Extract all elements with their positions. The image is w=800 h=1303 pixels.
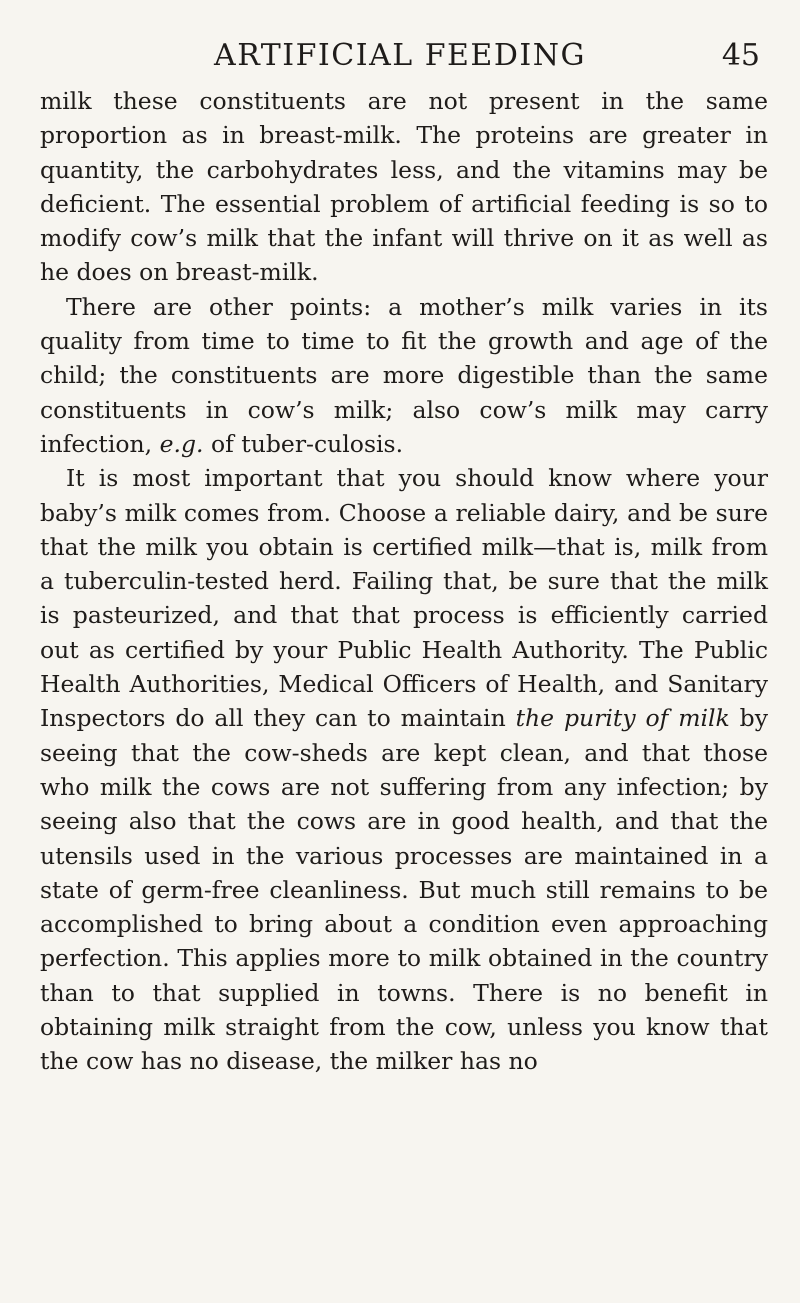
paragraph-2-italic: e.g. — [159, 429, 204, 458]
paragraph-3-text-before: It is most important that you should know where your baby’s milk comes from. Choose a reliable dairy, and be sure that the milk you obtain is certified milk—that is, milk from a tuberculin-tested herd. Failing that, be sure that the milk is pasteurized, and that that process is efficiently carried out as certified by your Public Health Authority. The Public Health Authorities, Medical Officers of Health, and Sanitary Inspectors do all they can to maintain — [40, 464, 768, 733]
page-header — [40, 34, 760, 78]
paragraph-2 — [40, 290, 768, 461]
running-title: ARTIFICIAL FEEDING — [214, 38, 586, 73]
paragraph-3-italic: the purity of milk — [515, 704, 730, 733]
paragraph-2-text-before: There are other points: a mother’s milk varies in its quality from time to time to fit the growth and age of the child; the constituents are more digestible than the same constituents in cow’s milk; also cow’s milk may carry infection, — [40, 292, 768, 458]
body-text — [40, 84, 768, 1079]
paragraph-2-text-after: of tuber-culosis. — [203, 429, 404, 458]
paragraph-1-text: milk these constituents are not present in the same proportion as in breast-milk. The proteins are greater in quantity, the carbohydrates less, and the vitamins may be deficient. The essential problem of artificial feeding is so to modify cow’s milk that the infant will thrive on it as well as he does on breast-milk. — [40, 87, 768, 287]
paragraph-3-text-after: by seeing that the cow-sheds are kept clean, and that those who milk the cows are not suffering from any infection; by seeing also that the cows are in good health, and that the utensils used in the various processes are maintained in a state of germ-free cleanliness. But much still remains to be accomplished to bring about a condition even approaching perfection. This applies more to milk obtained in the country than to that supplied in towns. There is no benefit in obtaining milk straight from the cow, unless you know that the cow has no disease, the milker has no — [40, 704, 768, 1076]
page-number: 45 — [721, 38, 760, 73]
paragraph-3 — [40, 461, 768, 1078]
paragraph-1 — [40, 84, 768, 290]
